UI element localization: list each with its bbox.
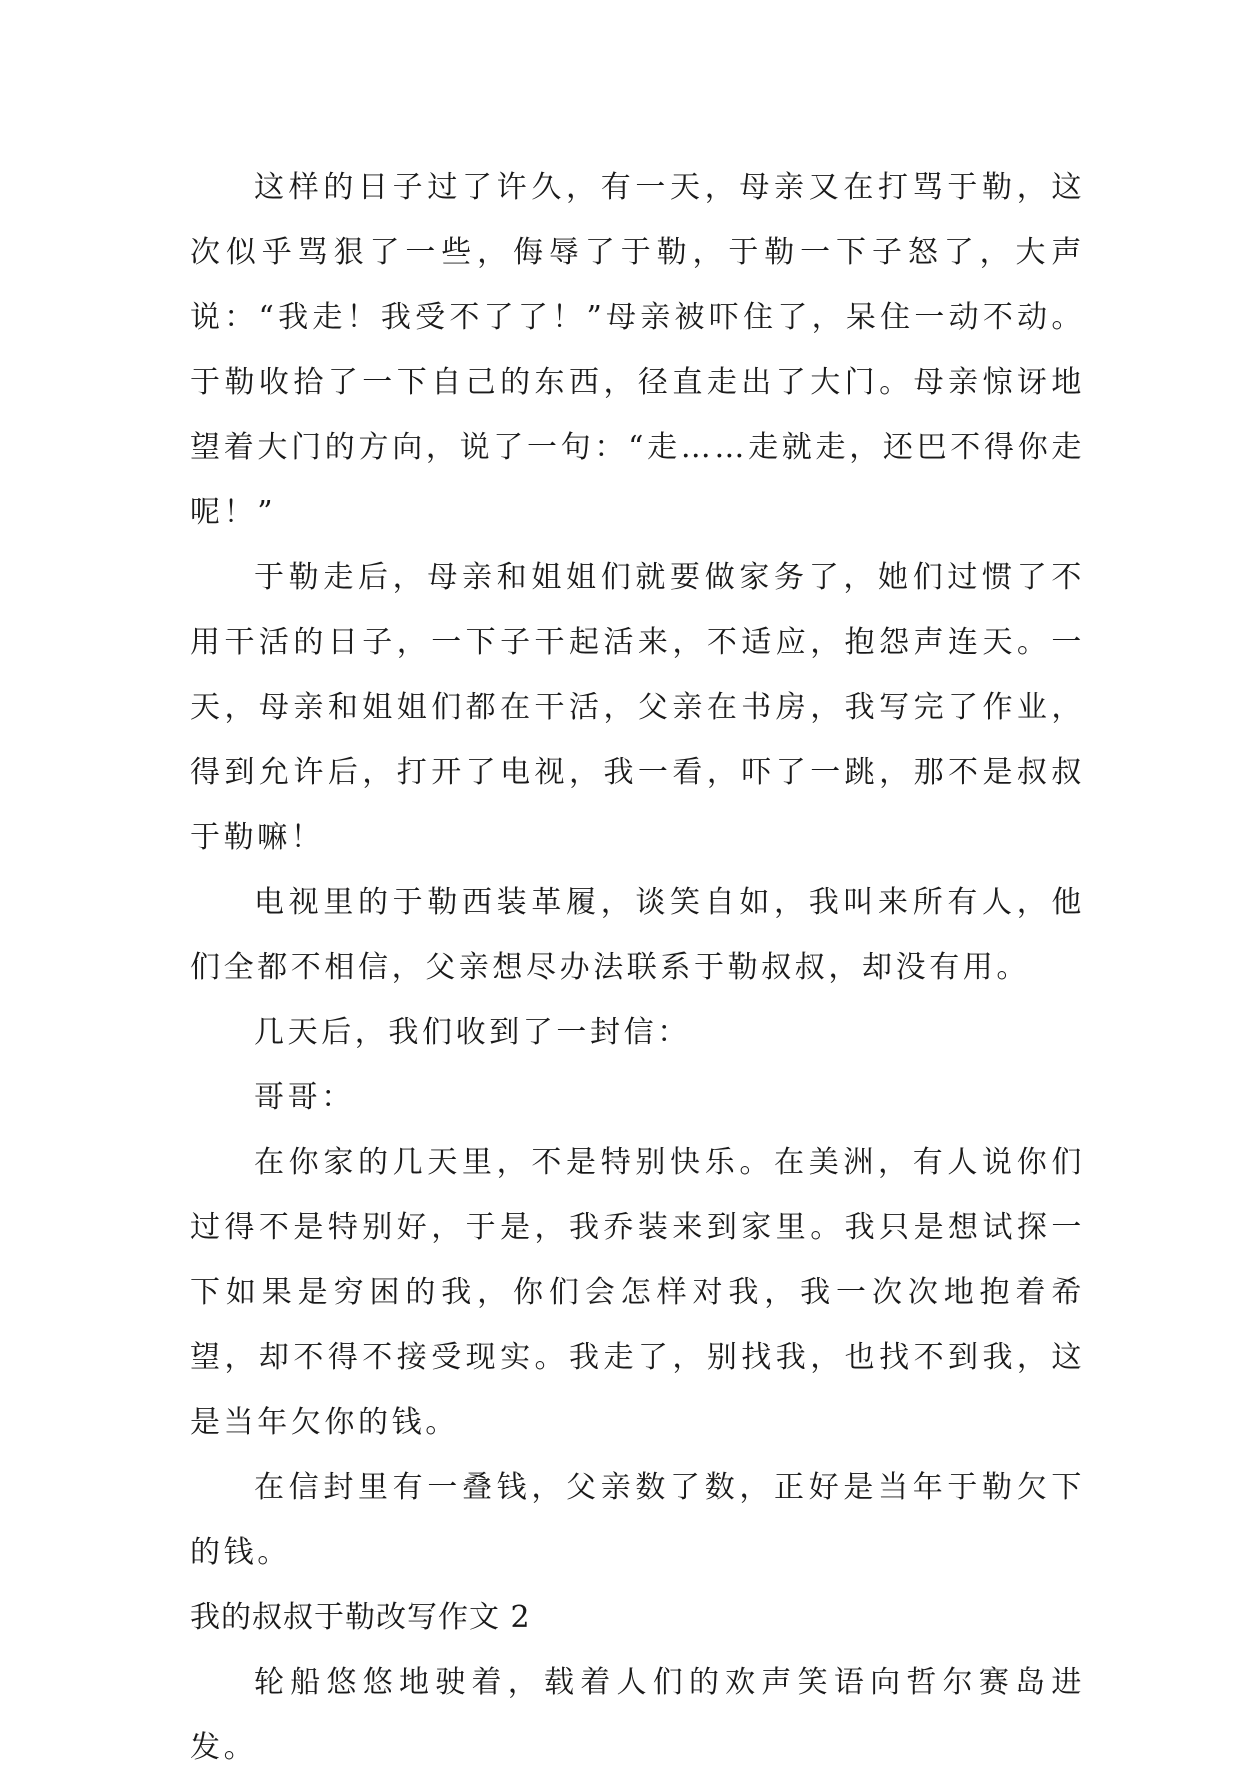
- paragraph: 几天后，我们收到了一封信：: [254, 1015, 691, 1050]
- paragraph: 这样的日子过了许久，有一天，母亲又在打骂于勒，这次似乎骂狠了一些，侮辱了于勒，于勒一下子怒了，大声说：“我走！我受不了了！”母亲被吓住了，呆住一动不动。于勒收拾了一下自己的东西，径直走出了大门。母亲惊讶地望着大门的方向，说了一句：“走……走就走，还巴不得你走呢！”: [190, 170, 1085, 530]
- document-body: [190, 155, 1085, 1780]
- paragraph: 电视里的于勒西装革履，谈笑自如，我叫来所有人，他们全都不相信，父亲想尽办法联系于勒叔叔，却没有用。: [190, 885, 1085, 985]
- paragraph: 于勒走后，母亲和姐姐们就要做家务了，她们过惯了不用干活的日子，一下子干起活来，不适应，抱怨声连天。一天，母亲和姐姐们都在干活，父亲在书房，我写完了作业，得到允许后，打开了电视，我一看，吓了一跳，那不是叔叔于勒嘛！: [190, 560, 1085, 855]
- section-title: 我的叔叔于勒改写作文 2: [190, 1600, 531, 1635]
- letter-body: 在你家的几天里，不是特别快乐。在美洲，有人说你们过得不是特别好，于是，我乔装来到家里。我只是想试探一下如果是穷困的我，你们会怎样对我，我一次次地抱着希望，却不得不接受现实。我走了，别找我，也找不到我，这是当年欠你的钱。: [190, 1145, 1085, 1440]
- paragraph: 在信封里有一叠钱，父亲数了数，正好是当年于勒欠下的钱。: [190, 1470, 1085, 1570]
- letter-salutation: 哥哥：: [254, 1080, 355, 1115]
- paragraph: 轮船悠悠地驶着，载着人们的欢声笑语向哲尔赛岛进发。: [190, 1665, 1085, 1765]
